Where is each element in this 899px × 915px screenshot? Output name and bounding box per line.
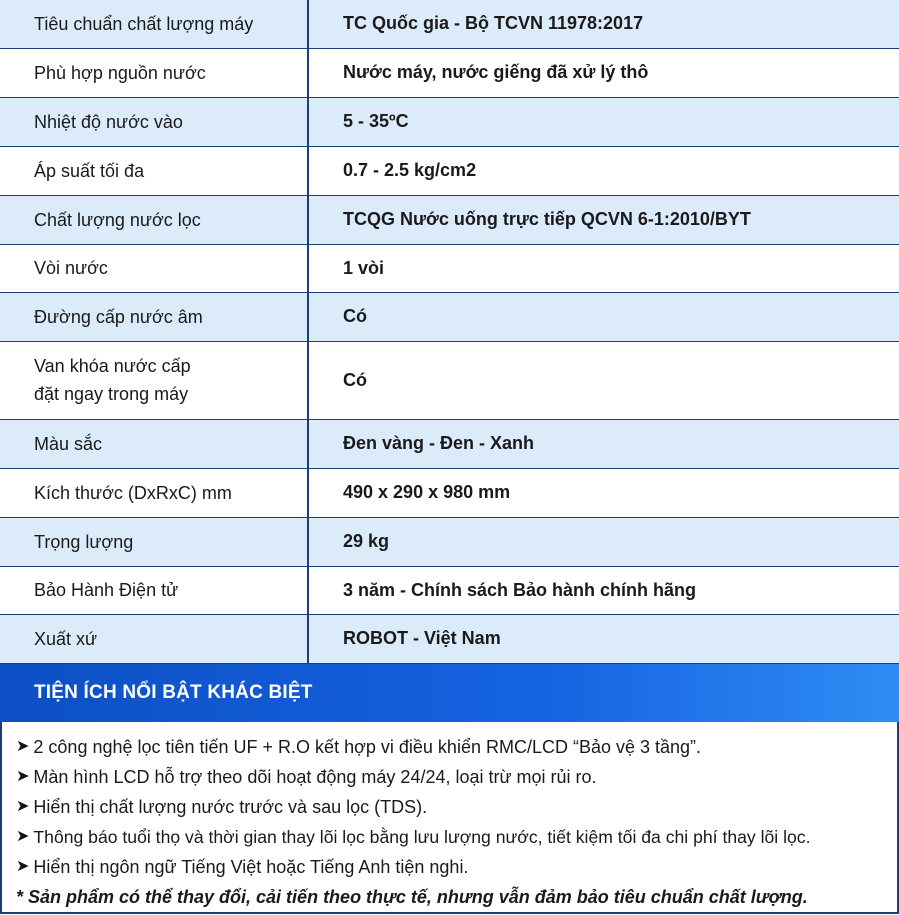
disclaimer-note: * Sản phẩm có thể thay đổi, cải tiến theo thực tế, nhưng vẫn đảm bảo tiêu chuẩn chất lượng.	[16, 886, 808, 907]
spec-label: Phù hợp nguồn nước	[0, 48, 308, 97]
spec-label: Kích thước (DxRxC) mm	[0, 468, 308, 517]
spec-row	[0, 97, 899, 146]
feature-item	[16, 732, 897, 762]
spec-label: Xuất xứ	[0, 614, 308, 663]
arrow-icon: ➤	[16, 857, 30, 875]
feature-text: Thông báo tuổi thọ và thời gian thay lõi lọc bằng lưu lượng nước, tiết kiệm tối đa chi phí thay lõi lọc.	[33, 826, 811, 847]
spec-row	[0, 517, 899, 566]
spec-row	[0, 146, 899, 195]
spec-label: Bảo Hành Điện tử	[0, 566, 308, 614]
spec-value: 29 kg	[308, 517, 899, 566]
spec-value: 5 - 35ºC	[308, 97, 899, 146]
spec-label	[0, 341, 308, 419]
spec-label: Áp suất tối đa	[0, 146, 308, 195]
spec-row	[0, 48, 899, 97]
spec-row	[0, 468, 899, 517]
spec-value: Đen vàng - Đen - Xanh	[308, 419, 899, 468]
spec-label-line: đặt ngay trong máy	[34, 384, 189, 404]
spec-row	[0, 195, 899, 244]
banner-title: TIỆN ÍCH NỔI BẬT KHÁC BIỆT	[34, 681, 313, 703]
spec-value: 1 vòi	[308, 244, 899, 292]
feature-item	[16, 792, 897, 822]
spec-value: TC Quốc gia - Bộ TCVN 11978:2017	[308, 0, 899, 48]
arrow-icon: ➤	[16, 767, 30, 785]
spec-row	[0, 566, 899, 614]
arrow-icon: ➤	[16, 737, 30, 755]
feature-text: 2 công nghệ lọc tiên tiến UF + R.O kết hợp vi điều khiển RMC/LCD “Bảo vệ 3 tầng”.	[33, 736, 702, 757]
spec-value: 0.7 - 2.5 kg/cm2	[308, 146, 899, 195]
spec-label: Màu sắc	[0, 419, 308, 468]
spec-row	[0, 0, 899, 48]
spec-label: Vòi nước	[0, 244, 308, 292]
feature-item	[16, 822, 897, 852]
arrow-icon: ➤	[16, 827, 30, 845]
feature-item	[16, 852, 897, 882]
spec-value: 490 x 290 x 980 mm	[308, 468, 899, 517]
spec-label-line: Van khóa nước cấp	[34, 356, 191, 376]
spec-value: Nước máy, nước giếng đã xử lý thô	[308, 48, 899, 97]
spec-value: Có	[308, 292, 899, 341]
spec-label: Trọng lượng	[0, 517, 308, 566]
feature-text: Hiển thị ngôn ngữ Tiếng Việt hoặc Tiếng Anh tiện nghi.	[33, 856, 469, 877]
spec-value: TCQG Nước uống trực tiếp QCVN 6-1:2010/BYT	[308, 195, 899, 244]
feature-item	[16, 762, 897, 792]
feature-text: Hiển thị chất lượng nước trước và sau lọc (TDS).	[33, 796, 428, 817]
spec-label: Tiêu chuẩn chất lượng máy	[0, 0, 308, 48]
spec-label: Chất lượng nước lọc	[0, 195, 308, 244]
spec-row	[0, 341, 899, 419]
spec-value: Có	[308, 341, 899, 419]
arrow-icon: ➤	[16, 797, 30, 815]
spec-value: ROBOT - Việt Nam	[308, 614, 899, 663]
features-banner	[0, 664, 899, 722]
spec-row	[0, 292, 899, 341]
spec-row	[0, 614, 899, 663]
spec-row	[0, 244, 899, 292]
feature-text: Màn hình LCD hỗ trợ theo dõi hoạt động máy 24/24, loại trừ mọi rủi ro.	[33, 766, 597, 787]
spec-label: Đường cấp nước âm	[0, 292, 308, 341]
spec-label: Nhiệt độ nước vào	[0, 97, 308, 146]
spec-value: 3 năm - Chính sách Bảo hành chính hãng	[308, 566, 899, 614]
features-list	[0, 722, 899, 914]
spec-row	[0, 419, 899, 468]
